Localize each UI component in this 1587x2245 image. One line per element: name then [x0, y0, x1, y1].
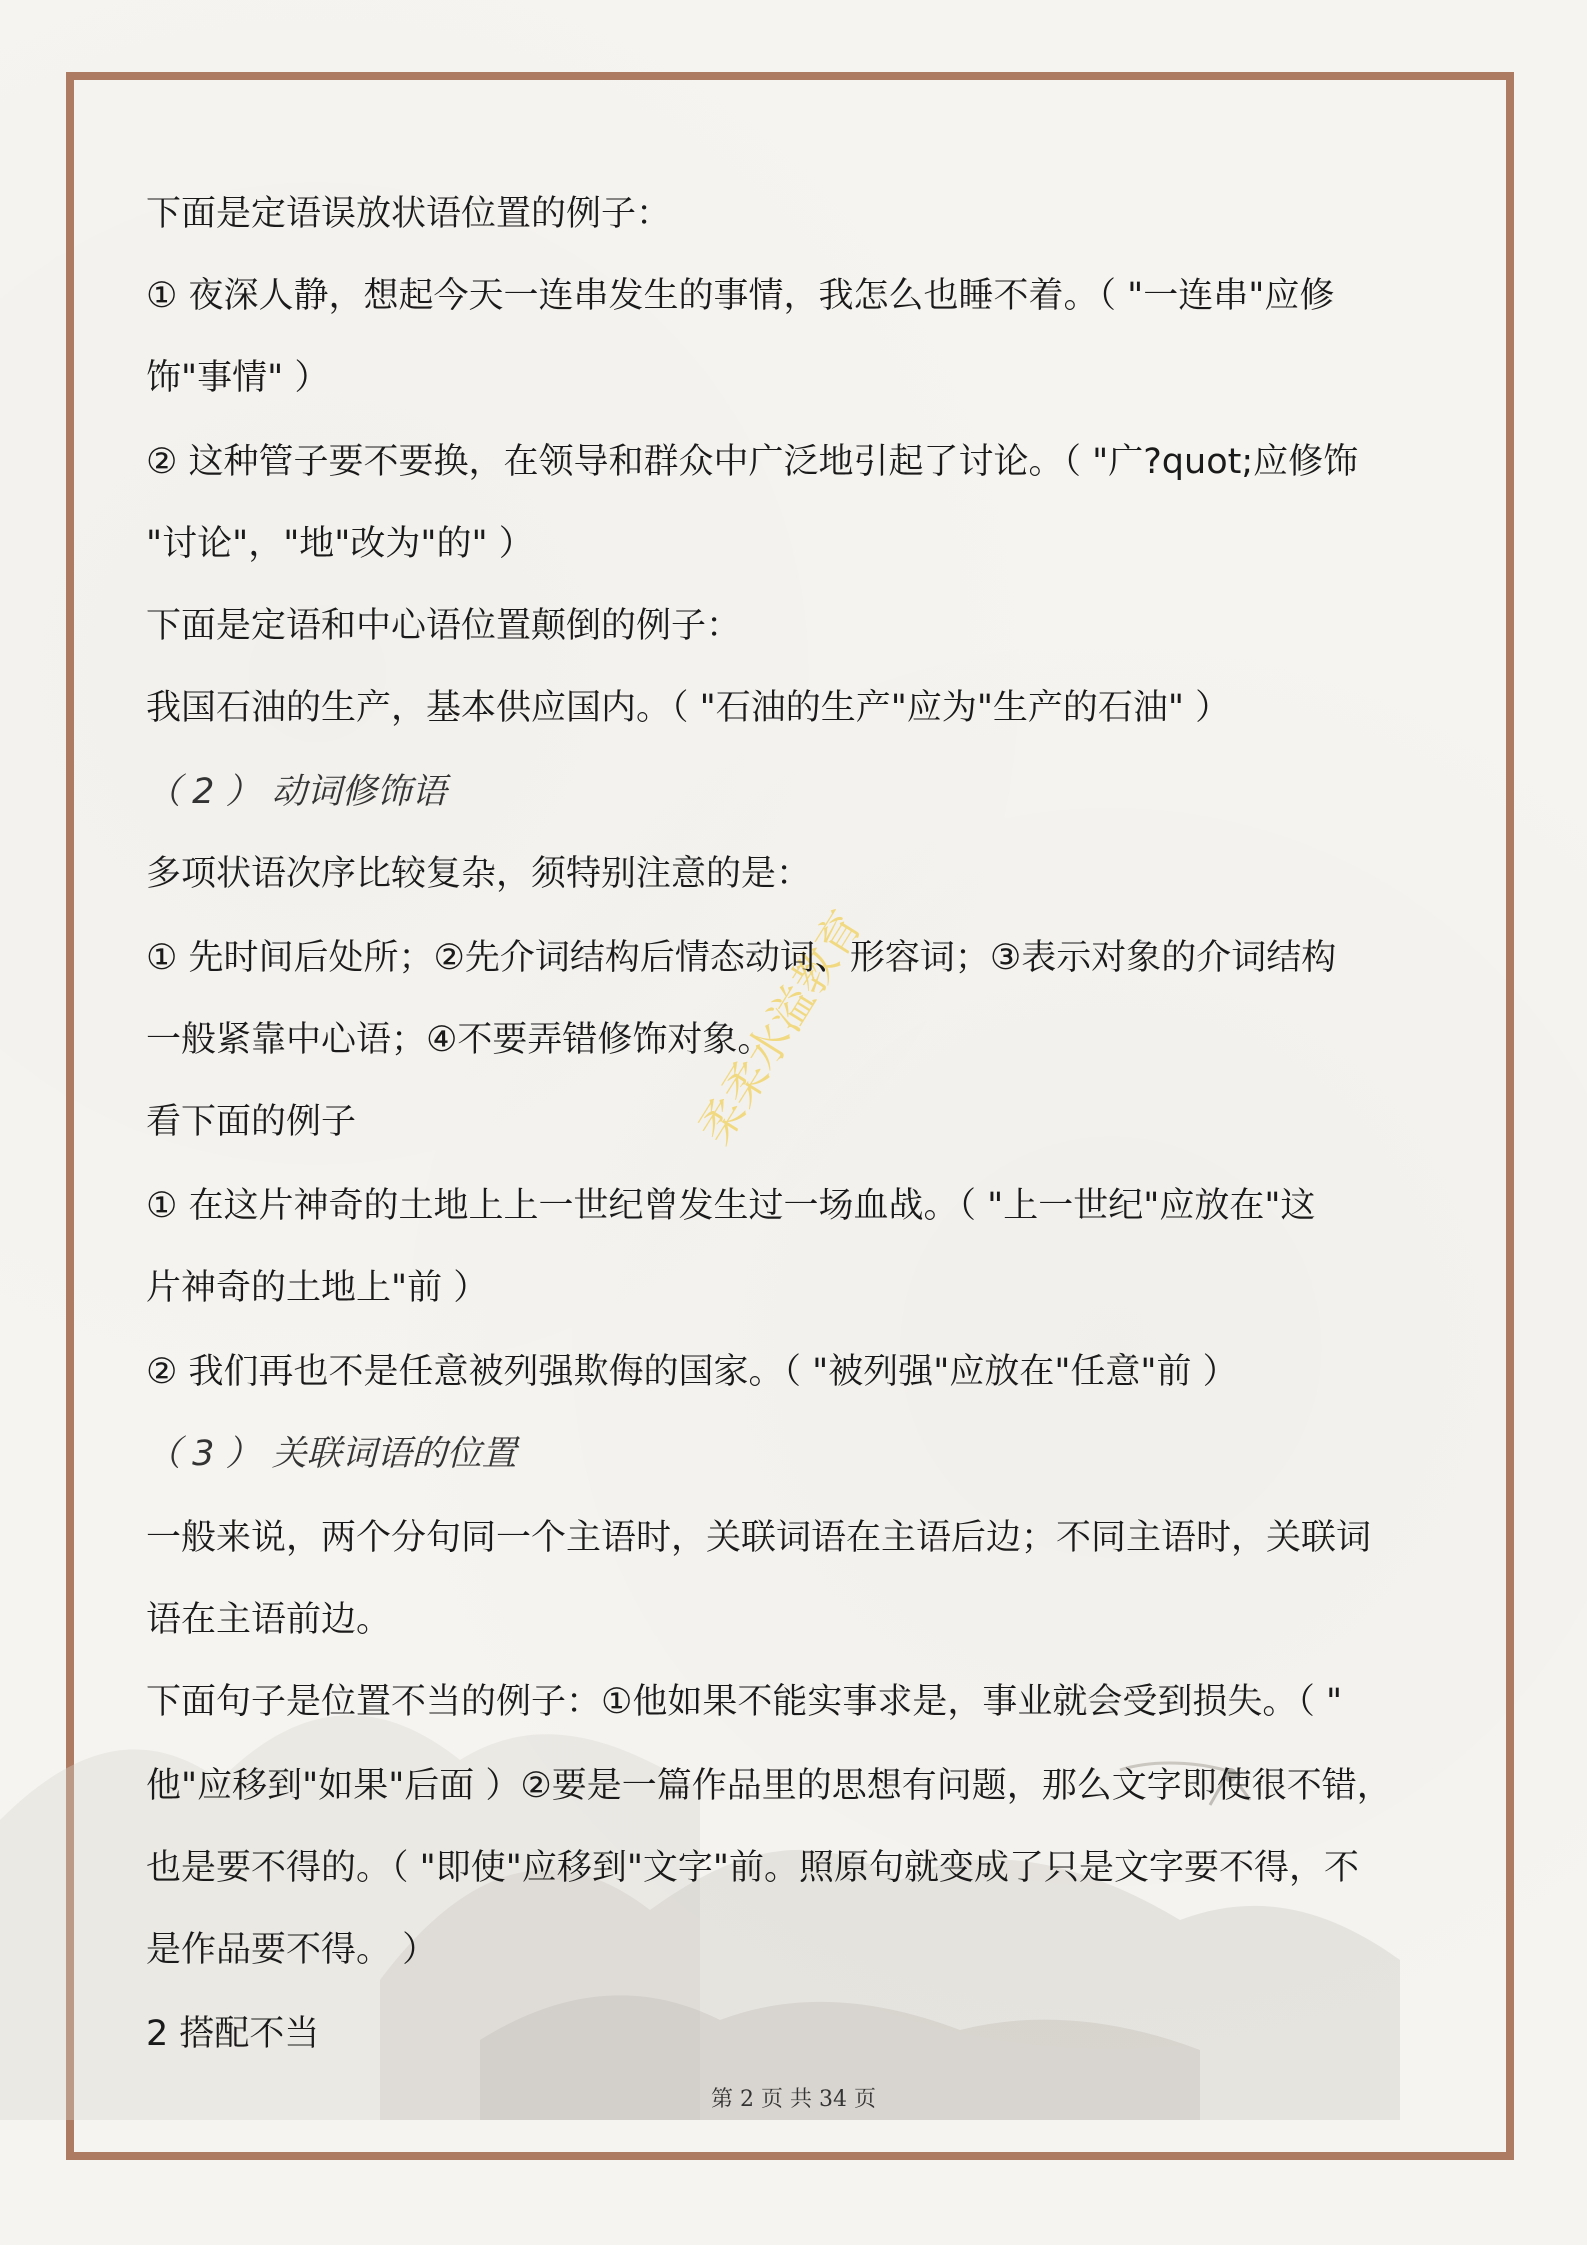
watermark-text: 柔柔水溢教育	[689, 901, 873, 1153]
paragraph-line: 一般紧靠中心语；④不要弄错修饰对象。	[146, 1020, 773, 1060]
paragraph-line: 看下面的例子	[146, 1102, 357, 1142]
paragraph-line: ② 这种管子要不要换，在领导和群众中广泛地引起了讨论。（ "广?quot;应修饰	[146, 442, 1359, 482]
paragraph-line: 多项状语次序比较复杂，须特别注意的是：	[146, 854, 812, 894]
paragraph-line: ② 我们再也不是任意被列强欺侮的国家。（ "被列强"应放在"任意"前 ）	[146, 1352, 1238, 1392]
paragraph-line: 下面是定语和中心语位置颠倒的例子：	[146, 606, 742, 646]
paragraph-line: 也是要不得的。（ "即使"应移到"文字"前。照原句就变成了只是文字要不得，不	[146, 1848, 1360, 1888]
paragraph-line: 下面是定语误放状语位置的例子：	[146, 194, 672, 234]
paragraph-line: 是作品要不得。 ）	[146, 1930, 438, 1970]
paragraph-line: "讨论"，"地"改为"的" ）	[146, 524, 534, 564]
paragraph-line: 饰"事情" ）	[146, 358, 330, 398]
paragraph-line: 语在主语前边。	[146, 1600, 392, 1640]
page-number-footer: 第 2 页 共 34 页	[711, 2087, 876, 2112]
paragraph-line: 片神奇的土地上"前 ）	[146, 1268, 489, 1308]
paragraph-line: 我国石油的生产，基本供应国内。（ "石油的生产"应为"生产的石油" ）	[146, 688, 1231, 728]
paragraph-line: ① 先时间后处所；②先介词结构后情态动词、形容词；③表示对象的介词结构	[146, 938, 1337, 978]
paragraph-line: 下面句子是位置不当的例子：①他如果不能实事求是，事业就会受到损失。（ "	[146, 1682, 1343, 1722]
section-heading: （ 2 ） 动词修饰语	[146, 772, 447, 812]
paragraph-line: 一般来说，两个分句同一个主语时，关联词语在主语后边；不同主语时，关联词	[146, 1518, 1372, 1558]
section-heading: 2 搭配不当	[146, 2014, 320, 2054]
section-heading: （ 3 ） 关联词语的位置	[146, 1434, 517, 1474]
paragraph-line: ① 在这片神奇的土地上上一世纪曾发生过一场血战。（ "上一世纪"应放在"这	[146, 1186, 1316, 1226]
paragraph-line: 他"应移到"如果"后面 ）②要是一篇作品里的思想有问题，那么文字即使很不错，	[146, 1766, 1392, 1806]
paragraph-line: ① 夜深人静，想起今天一连串发生的事情，我怎么也睡不着。（ "一连串"应修	[146, 276, 1335, 316]
